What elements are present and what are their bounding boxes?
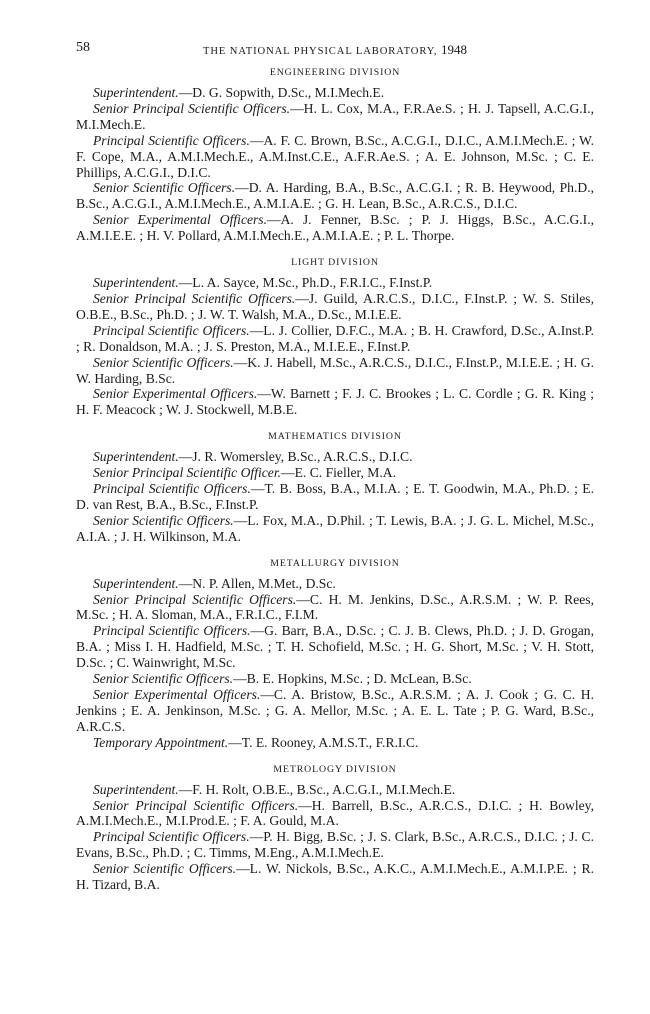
staff-names: —F. H. Rolt, O.B.E., B.Sc., A.C.G.I., M.I.Mech.E. xyxy=(178,781,456,797)
staff-entry xyxy=(76,386,594,418)
staff-role: Senior Scientific Officers. xyxy=(93,671,234,687)
staff-role: Senior Experimental Officers. xyxy=(93,212,267,228)
staff-entry xyxy=(76,782,594,798)
staff-role: Senior Principal Scientific Officer. xyxy=(93,465,282,481)
division-title: LIGHT DIVISION xyxy=(291,257,379,269)
staff-entry xyxy=(76,798,594,830)
staff-names: —J. R. Womersley, B.Sc., A.R.C.S., D.I.C. xyxy=(178,449,413,465)
staff-names: —L. W. Nickols, B.Sc., A.K.C., A.M.I.Mech.E., A.M.I.P.E. ; R. H. Tizard, B.A. xyxy=(76,861,595,893)
staff-entry xyxy=(76,291,594,323)
division-section xyxy=(76,66,594,244)
staff-names: —W. Barnett ; F. J. C. Brookes ; L. C. Cordle ; G. R. King ; H. F. Meacock ; W. J. Stockwell, M.B.E. xyxy=(76,386,594,418)
staff-names: —T. E. Rooney, A.M.S.T., F.R.I.C. xyxy=(228,734,419,750)
staff-names: —C. H. M. Jenkins, D.Sc., A.R.S.M. ; W. P. Rees, M.Sc. ; H. A. Sloman, M.A., F.R.I.C., F.I.M. xyxy=(76,591,594,623)
staff-entry xyxy=(76,180,594,212)
staff-entry xyxy=(76,687,594,735)
staff-role: Principal Scientific Officers. xyxy=(93,481,251,497)
staff-names: —L. A. Sayce, M.Sc., Ph.D., F.R.I.C., F.Inst.P. xyxy=(178,275,433,291)
staff-role: Superintendent. xyxy=(93,449,179,465)
staff-names: —K. J. Habell, M.Sc., A.R.C.S., D.I.C., F.Inst.P., M.I.E.E. ; H. G. W. Harding, B.Sc. xyxy=(76,354,594,386)
staff-entry xyxy=(76,623,594,671)
staff-entry xyxy=(76,323,594,355)
staff-role: Senior Principal Scientific Officers. xyxy=(93,290,296,306)
running-title-text: THE NATIONAL PHYSICAL LABORATORY, xyxy=(202,46,438,57)
staff-role: Senior Scientific Officers. xyxy=(93,180,236,196)
staff-names: —N. P. Allen, M.Met., D.Sc. xyxy=(178,575,336,591)
division-section xyxy=(76,557,594,751)
staff-role: Senior Principal Scientific Officers. xyxy=(93,100,291,116)
running-title xyxy=(76,42,594,58)
staff-entry xyxy=(76,735,594,751)
staff-role: Senior Experimental Officers. xyxy=(93,687,261,702)
staff-names: —D. G. Sopwith, D.Sc., M.I.Mech.E. xyxy=(178,85,385,100)
staff-role: Superintendent. xyxy=(93,781,179,797)
division-section xyxy=(76,256,594,418)
staff-names: —B. E. Hopkins, M.Sc. ; D. McLean, B.Sc. xyxy=(233,671,472,687)
staff-entry xyxy=(76,829,594,861)
staff-entry xyxy=(76,212,594,244)
staff-names: —H. L. Cox, M.A., F.R.Ae.S. ; H. J. Tapsell, A.C.G.I., M.I.Mech.E. xyxy=(76,100,594,132)
staff-names: —J. Guild, A.R.C.S., D.I.C., F.Inst.P. ; W. S. Stiles, O.B.E., B.Sc., Ph.D. ; J. W. T. Walsh, M.A., D.Sc., M.I.E.E. xyxy=(76,290,594,322)
staff-entry xyxy=(76,513,594,545)
staff-names: —H. Barrell, B.Sc., A.R.C.S., D.I.C. ; H. Bowley, A.M.I.Mech.E., M.I.Prod.E. ; F. A. Gould, M.A. xyxy=(76,797,594,829)
staff-names: —L. Fox, M.A., D.Phil. ; T. Lewis, B.A. ; J. G. L. Michel, M.Sc., A.I.A. ; J. H. Wilkinson, M.A. xyxy=(76,512,595,544)
staff-role: Principal Scientific Officers. xyxy=(93,132,250,148)
division-section xyxy=(76,763,594,893)
staff-entry xyxy=(76,449,594,465)
staff-role: Senior Scientific Officers. xyxy=(93,354,234,370)
staff-entry xyxy=(76,861,594,893)
staff-names: —A. F. C. Brown, B.Sc., A.C.G.I., D.I.C., A.M.I.Mech.E. ; W. F. Cope, M.A., A.M.I.Mech.E., A.M.Inst.C.E., A.F.R.Ae.S. ; A. E. Johnson, M.Sc. ; C. E. Phillips, A.C.G.I., D.I.C. xyxy=(76,132,594,180)
staff-names: —P. H. Bigg, B.Sc. ; J. S. Clark, B.Sc., A.R.C.S., D.I.C. ; J. C. Evans, B.Sc., Ph.D. ; C. Timms, M.Eng., A.M.I.Mech.E. xyxy=(76,829,594,861)
staff-entry xyxy=(76,133,594,181)
staff-entry xyxy=(76,85,594,101)
staff-names: —D. A. Harding, B.A., B.Sc., A.C.G.I. ; R. B. Heywood, Ph.D., B.Sc., A.C.G.I., A.M.I.Mech.E., A.M.I.A.E. ; G. H. Lean, B.Sc., A.R.C.S., D.I.C. xyxy=(76,180,594,212)
staff-role: Senior Principal Scientific Officers. xyxy=(93,591,297,607)
staff-names: —L. J. Collier, D.F.C., M.A. ; B. H. Crawford, D.Sc., A.Inst.P. ; R. Donaldson, M.A. ; J. S. Preston, M.A., M.I.E.E., F.Inst.P. xyxy=(76,322,594,354)
staff-entry xyxy=(76,101,594,133)
staff-role: Superintendent. xyxy=(93,275,179,291)
staff-role: Superintendent. xyxy=(93,575,179,591)
division-title: METROLOGY DIVISION xyxy=(273,763,397,775)
staff-entry xyxy=(76,481,594,513)
staff-role: Temporary Appointment. xyxy=(93,734,229,750)
staff-names: —E. C. Fieller, M.A. xyxy=(281,465,397,481)
staff-role: Senior Experimental Officers. xyxy=(93,386,258,402)
staff-role: Senior Principal Scientific Officers. xyxy=(93,797,299,813)
staff-entry xyxy=(76,355,594,387)
staff-entry xyxy=(76,671,594,687)
staff-role: Principal Scientific Officers. xyxy=(93,623,251,639)
staff-entry xyxy=(76,576,594,592)
division-title: METALLURGY DIVISION xyxy=(270,557,400,569)
staff-role: Principal Scientific Officers. xyxy=(93,322,250,338)
staff-role: Superintendent. xyxy=(93,85,179,100)
staff-names: —A. J. Fenner, B.Sc. ; P. J. Higgs, B.Sc., A.C.G.I., A.M.I.E.E. ; H. V. Pollard, A.M.I.Mech.E., A.M.I.A.E. ; P. L. Thorpe. xyxy=(76,212,595,244)
staff-names: —C. A. Bristow, B.Sc., A.R.S.M. ; A. J. Cook ; G. C. H. Jenkins ; E. A. Jenkinson, M.Sc. ; G. A. Mellor, M.Sc. ; A. E. L. Tate ; P. G. Ward, B.Sc., A.R.C.S. xyxy=(76,687,594,734)
division-title: MATHEMATICS DIVISION xyxy=(268,431,402,443)
page-number: 58 xyxy=(76,40,90,55)
staff-role: Senior Scientific Officers. xyxy=(93,861,237,877)
staff-role: Principal Scientific Officers. xyxy=(93,829,250,845)
running-title-year: 1948 xyxy=(441,42,468,57)
page-body xyxy=(76,66,594,905)
staff-entry xyxy=(76,275,594,291)
division-section xyxy=(76,430,594,544)
division-title: ENGINEERING DIVISION xyxy=(269,67,401,78)
staff-names: —G. Barr, B.A., D.Sc. ; C. J. B. Clews, Ph.D. ; J. D. Grogan, B.A. ; Miss I. H. Hadfield, M.Sc. ; T. H. Schofield, M.Sc. ; H. G. Short, M.Sc. ; V. H. Stott, D.Sc. ; C. Wainwright, M.Sc. xyxy=(76,623,594,671)
staff-entry xyxy=(76,592,594,624)
staff-role: Senior Scientific Officers. xyxy=(93,512,234,528)
page-header xyxy=(76,40,594,58)
staff-names: —T. B. Boss, B.A., M.I.A. ; E. T. Goodwin, M.A., Ph.D. ; E. D. van Rest, B.A., B.Sc., F.Inst.P. xyxy=(76,481,594,512)
staff-entry xyxy=(76,465,594,481)
